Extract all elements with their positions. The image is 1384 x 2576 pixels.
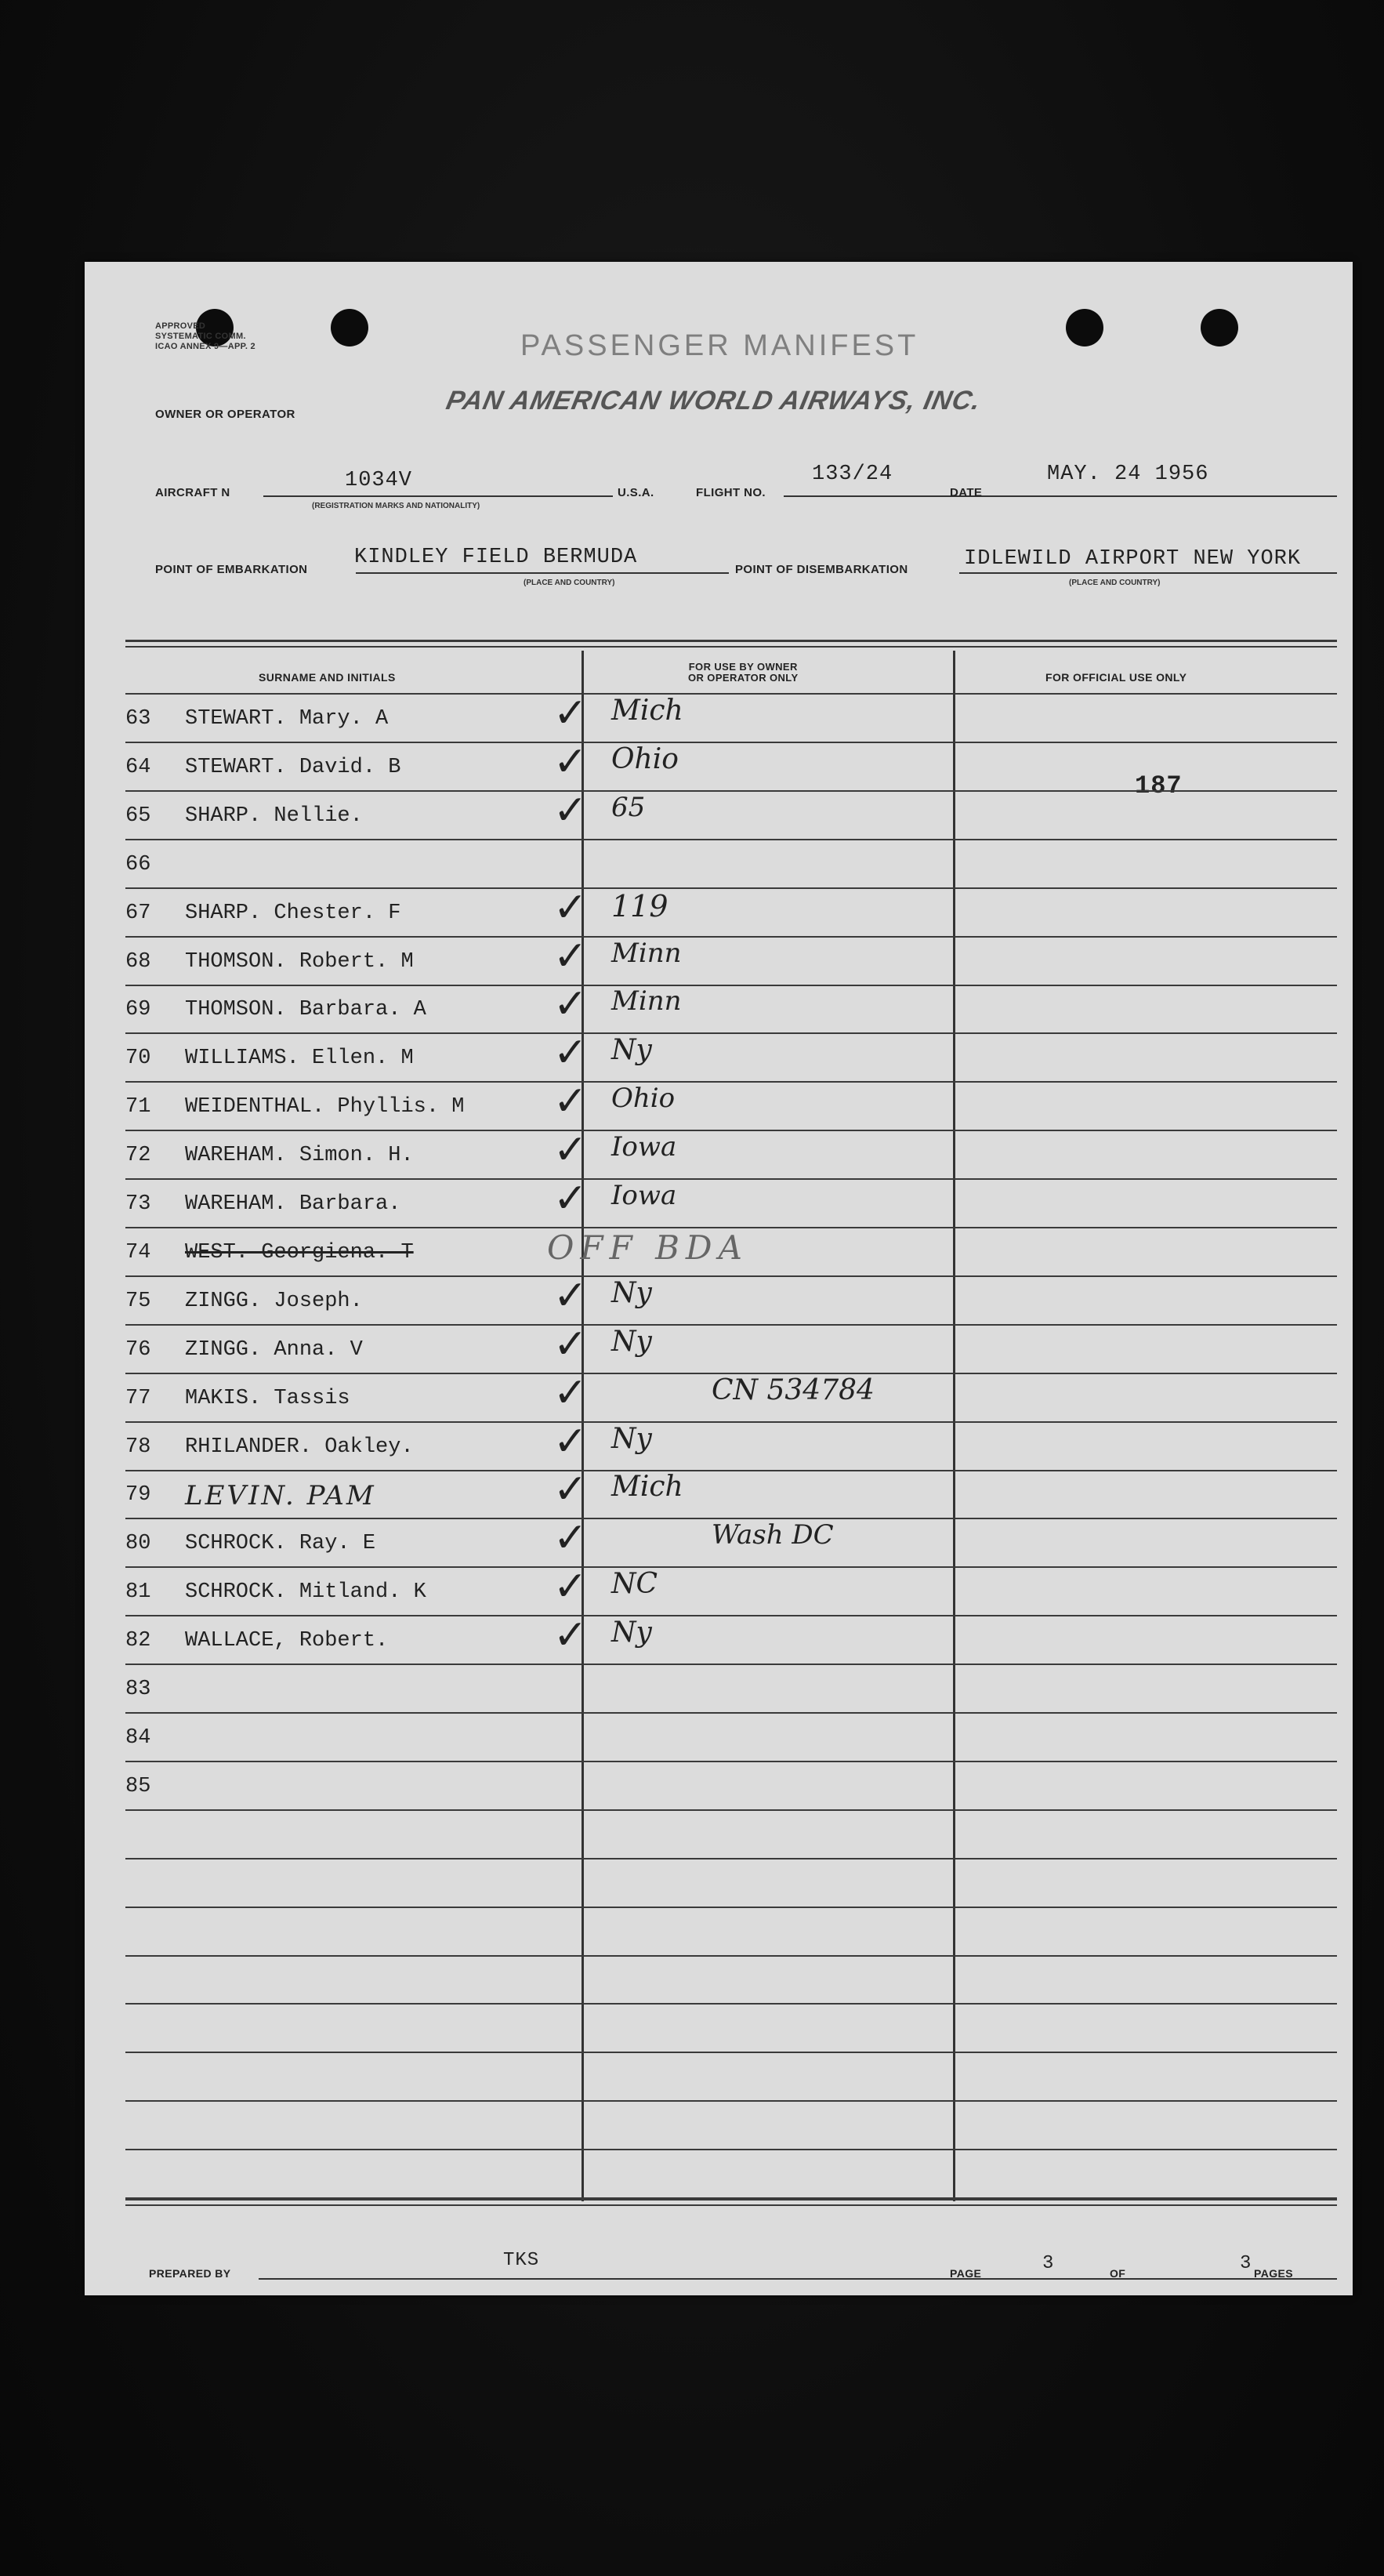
row-number: 80 [125,1532,151,1555]
column-header-line: FOR USE BY OWNER [688,661,798,673]
company-name: PAN AMERICAN WORLD AIRWAYS, INC. [444,386,984,415]
row-rule-line [125,887,1337,889]
checkmark-icon: ✓ [553,1370,588,1417]
row-number: 68 [125,950,151,974]
owner-note: Iowa [611,1131,677,1163]
table-top-border-double [125,646,1337,648]
row-rule-line [125,1955,1337,1957]
page-label: PAGE [950,2267,982,2280]
passenger-name: ZINGG. Joseph. [185,1290,363,1313]
row-rule-line [125,1324,1337,1326]
checkmark-icon: ✓ [553,1418,588,1465]
row-number: 71 [125,1095,151,1119]
checkmark-icon: ✓ [553,1563,588,1610]
row-rule-line [125,2003,1337,2005]
form-ref-line: APPROVED [155,321,206,331]
passenger-name: SHARP. Chester. F [185,902,401,925]
flight-value: 133/24 [812,463,893,486]
flight-label: FLIGHT NO. [696,486,766,499]
row-number: 77 [125,1387,151,1410]
row-number: 75 [125,1290,151,1313]
embarkation-underline [356,572,729,574]
checkmark-icon: ✓ [553,690,588,737]
punch-hole-icon [1201,309,1238,346]
passenger-name: ZINGG. Anna. V [185,1338,363,1362]
passenger-name: WALLACE, Robert. [185,1629,389,1653]
embarkation-label: POINT OF EMBARKATION [155,563,308,576]
disembarkation-underline [959,572,1337,574]
row-number: 85 [125,1775,151,1798]
row-rule-line [125,1712,1337,1714]
owner-label: OWNER OR OPERATOR [155,408,295,421]
row-rule-line [125,1761,1337,1762]
owner-note: OFF BDA [547,1228,748,1267]
owner-note: Mich [611,695,683,727]
checkmark-icon: ✓ [553,1321,588,1368]
checkmark-icon: ✓ [553,1029,588,1076]
row-rule-line [125,1032,1337,1034]
owner-note: Ny [611,1616,652,1649]
row-number: 65 [125,804,151,828]
official-note: 187 [1135,771,1183,800]
owner-note: Iowa [611,1180,677,1211]
header-rule-line [125,693,1337,695]
row-rule-line [125,1907,1337,1908]
checkmark-icon: ✓ [553,1612,588,1659]
row-number: 73 [125,1192,151,1216]
owner-note: Ohio [611,743,679,775]
row-rule-line [125,1858,1337,1859]
owner-note: Wash DC [712,1519,834,1551]
row-rule-line [125,1809,1337,1811]
page-value: 3 [1042,2253,1055,2274]
row-number: 63 [125,707,151,731]
passenger-name: WEIDENTHAL. Phyllis. M [185,1095,465,1119]
owner-note: NC [611,1568,658,1600]
date-value: MAY. 24 1956 [1047,463,1209,486]
punch-hole-icon [331,309,368,346]
row-number: 69 [125,998,151,1021]
passenger-name: THOMSON. Barbara. A [185,998,426,1021]
prepared-by-value: TKS [503,2250,540,2271]
row-number: 70 [125,1047,151,1070]
row-number: 72 [125,1144,151,1167]
aircraft-sub-label: (REGISTRATION MARKS AND NATIONALITY) [312,502,480,510]
row-number: 84 [125,1726,151,1750]
row-number: 83 [125,1678,151,1701]
passenger-name: RHILANDER. Oakley. [185,1435,414,1459]
row-rule-line [125,1081,1337,1083]
checkmark-icon: ✓ [553,1515,588,1562]
row-number: 82 [125,1629,151,1653]
passenger-name: SHARP. Nellie. [185,804,363,828]
date-label: DATE [950,486,983,499]
row-rule-line [125,936,1337,938]
row-rule-line [125,1275,1337,1277]
row-number: 79 [125,1483,151,1507]
disembarkation-sub-label: (PLACE AND COUNTRY) [1069,579,1161,587]
checkmark-icon: ✓ [553,1466,588,1513]
row-rule-line [125,1566,1337,1568]
column-divider [953,651,955,2201]
row-rule-line [125,1664,1337,1665]
form-reference [155,321,255,352]
passenger-name: THOMSON. Robert. M [185,950,414,974]
disembarkation-value: IDLEWILD AIRPORT NEW YORK [964,547,1302,571]
embarkation-sub-label: (PLACE AND COUNTRY) [524,579,615,587]
row-number: 78 [125,1435,151,1459]
of-label: OF [1110,2267,1126,2280]
checkmark-icon: ✓ [553,1272,588,1319]
manifest-sheet [85,262,1353,2295]
passenger-name: LEVIN. PAM [185,1480,376,1511]
owner-note: 65 [611,792,646,823]
checkmark-icon: ✓ [553,787,588,834]
checkmark-icon: ✓ [553,981,588,1028]
aircraft-value: 1034V [345,469,413,492]
table-bottom-border-double [125,2204,1337,2206]
prepared-by-label: PREPARED BY [149,2267,231,2280]
owner-note: Minn [611,985,682,1017]
passenger-name: WAREHAM. Simon. H. [185,1144,414,1167]
prepared-underline [259,2278,1024,2280]
row-number: 64 [125,756,151,779]
owner-note: Ny [611,1034,652,1066]
row-rule-line [125,985,1337,986]
row-rule-line [125,1470,1337,1471]
punch-hole-icon [1066,309,1103,346]
passenger-name: SCHROCK. Mitland. K [185,1580,426,1604]
date-underline [991,495,1337,497]
row-rule-line [125,839,1337,840]
passenger-name: WEST. Georgiena. T [185,1241,414,1264]
row-number: 67 [125,902,151,925]
checkmark-icon: ✓ [553,933,588,980]
column-header-surname: SURNAME AND INITIALS [259,671,396,684]
column-header-line: OR OPERATOR ONLY [688,672,799,684]
owner-note: Minn [611,938,682,969]
row-rule-line [125,2052,1337,2053]
column-header-official: FOR OFFICIAL USE ONLY [1045,671,1187,684]
passenger-name: SCHROCK. Ray. E [185,1532,376,1555]
usa-label: U.S.A. [618,486,654,499]
passenger-name: WILLIAMS. Ellen. M [185,1047,414,1070]
owner-note: Ohio [611,1083,676,1114]
row-rule-line [125,1615,1337,1616]
row-number: 74 [125,1241,151,1264]
row-rule-line [125,2100,1337,2102]
pages-label: PAGES [1254,2267,1293,2280]
passenger-name: MAKIS. Tassis [185,1387,350,1410]
embarkation-value: KINDLEY FIELD BERMUDA [354,546,638,569]
row-number: 76 [125,1338,151,1362]
document-title: PASSENGER MANIFEST [520,329,919,362]
aircraft-label: AIRCRAFT N [155,486,230,499]
owner-note: 119 [611,889,668,923]
aircraft-underline [263,495,613,497]
form-ref-line: ICAO ANNEX 9—APP. 2 [155,342,255,351]
table-top-border [125,640,1337,642]
owner-note: CN 534784 [712,1374,875,1406]
checkmark-icon: ✓ [553,1127,588,1174]
flight-underline [784,495,1024,497]
owner-note: Ny [611,1277,652,1309]
passenger-name: STEWART. David. B [185,756,401,779]
owner-note: Ny [611,1423,652,1455]
row-rule-line [125,1130,1337,1131]
checkmark-icon: ✓ [553,1078,588,1125]
checkmark-icon: ✓ [553,738,588,785]
form-ref-line: SYSTEMATIC COMM. [155,332,246,341]
table-bottom-border [125,2198,1337,2200]
column-header-owner-use [688,662,799,684]
row-rule-line [125,742,1337,743]
passenger-name: STEWART. Mary. A [185,707,389,731]
row-rule-line [125,2149,1337,2150]
owner-note: Ny [611,1326,652,1358]
checkmark-icon: ✓ [553,884,588,931]
row-rule-line [125,1178,1337,1180]
passenger-name: WAREHAM. Barbara. [185,1192,401,1216]
owner-note: Mich [611,1471,683,1503]
disembarkation-label: POINT OF DISEMBARKATION [735,563,908,576]
checkmark-icon: ✓ [553,1175,588,1222]
row-rule-line [125,1421,1337,1423]
pages-value: 3 [1240,2253,1252,2274]
row-number: 66 [125,853,151,876]
row-rule-line [125,790,1337,792]
row-number: 81 [125,1580,151,1604]
